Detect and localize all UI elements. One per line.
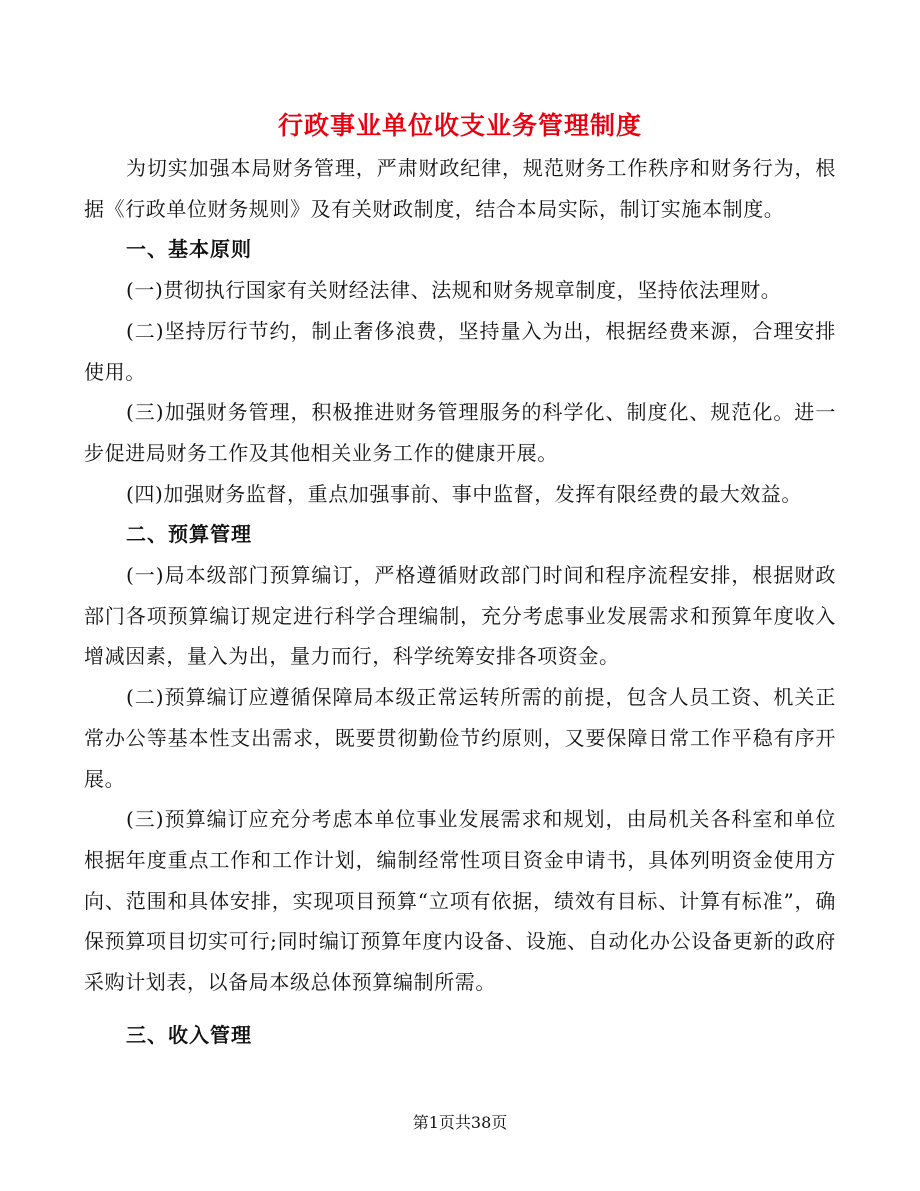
section-heading: 一、基本原则: [126, 237, 252, 262]
paragraph: (三)加强财务管理，积极推进财务管理服务的科学化、制度化、规范化。进一步促进局财务工作及其他相关业务工作的健康开展。: [84, 400, 836, 465]
paragraph: (二)坚持厉行节约，制止奢侈浪费，坚持量入为出，根据经费来源，合理安排使用。: [84, 318, 836, 384]
paragraph: (四)加强财务监督，重点加强事前、事中监督，发挥有限经费的最大效益。: [126, 481, 803, 506]
paragraph: (一)局本级部门预算编订，严格遵循财政部门时间和程序流程安排，根据财政部门各项预算编订规定进行科学合理编制，充分考虑事业发展需求和预算年度收入增减因素，量入为出，量力而行，科学统筹安排各项资金。: [84, 563, 836, 669]
page-number: 第1页共38页: [412, 1113, 508, 1132]
section-heading: 二、预算管理: [126, 522, 252, 547]
paragraph: (三)预算编订应充分考虑本单位事业发展需求和规划，由局机关各科室和单位根据年度重点工作和工作计划，编制经常性项目资金申请书，具体列明资金使用方向、范围和具体安排，实现项目预算“立项有依据，绩效有目标、计算有标准”，确保预算项目切实可行;同时编订预算年度内设备、设施、自动化办公设备更新的政府采购计划表，以备局本级总体预算编制所需。: [84, 807, 836, 995]
document-title: 行政事业单位收支业务管理制度: [277, 111, 642, 140]
paragraph: (一)贯彻执行国家有关财经法律、法规和财务规章制度，坚持依法理财。: [126, 278, 782, 303]
paragraph: (二)预算编订应遵循保障局本级正常运转所需的前提，包含人员工资、机关正常办公等基本性支出需求，既要贯彻勤俭节约原则，又要保障日常工作平稳有序开展。: [84, 685, 836, 791]
document-body: [84, 104, 836, 1055]
section-heading: 三、收入管理: [126, 1022, 252, 1047]
document-blocks: [84, 148, 836, 1055]
paragraph: 为切实加强本局财务管理，严肃财政纪律，规范财务工作秩序和财务行为，根据《行政单位财务规则》及有关财政制度，结合本局实际，制订实施本制度。: [84, 156, 836, 221]
